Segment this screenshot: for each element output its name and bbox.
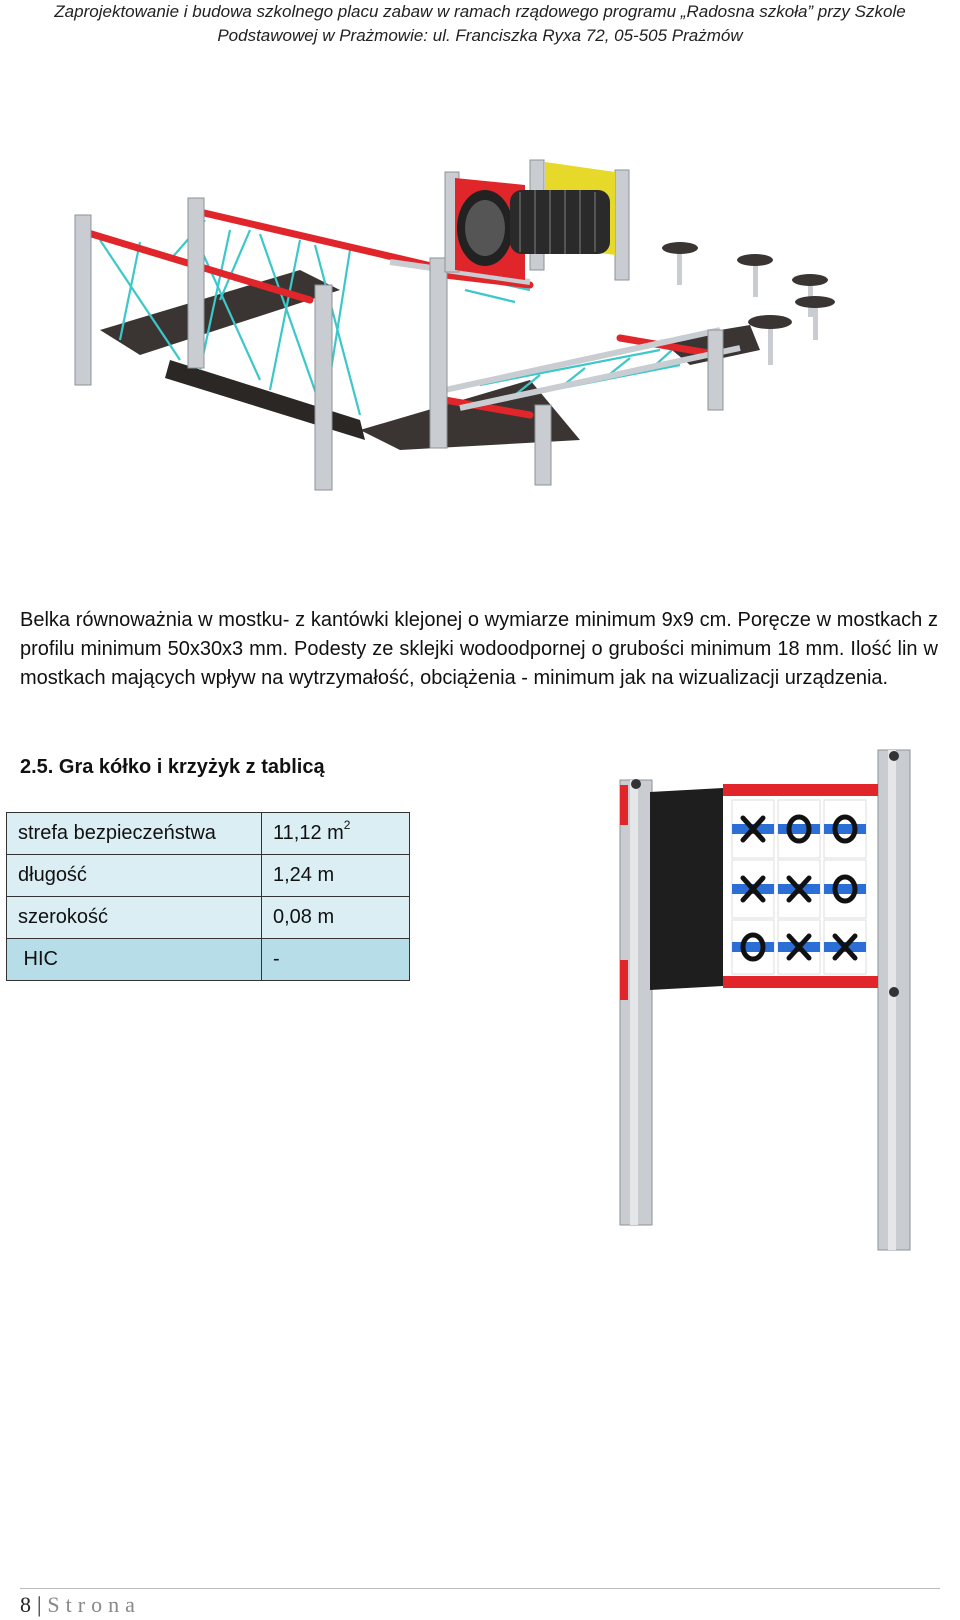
spec-value: 0,08 m bbox=[262, 897, 410, 939]
requirements-paragraph: Belka równoważnia w mostku- z kantówki klejonej o wymiarze minimum 9x9 cm. Poręcze w mostkach z profilu minimum 50x30x3 mm. Podesty ze sklejki wodoodpornej o grubości minimum 18 mm. Ilość lin w mostkach mających wpływ na wytrzymałość, obciążenia - minimum jak na wizualizacji urządzenia. bbox=[20, 609, 938, 689]
spec-value: 1,24 m bbox=[262, 855, 410, 897]
table-row bbox=[7, 855, 410, 897]
spec-value: 11,12 $m^2$ bbox=[262, 813, 410, 855]
header-line-1: Zaprojektowanie i budowa szkolnego placu zabaw w ramach rządowego programu „Radosna szkoła” przy Szkole bbox=[54, 2, 906, 21]
spec-table bbox=[6, 812, 410, 981]
tic-tac-toe-board-illustration bbox=[560, 740, 960, 1280]
spec-label: strefa bezpieczeństwa bbox=[7, 813, 262, 855]
table-row bbox=[7, 897, 410, 939]
footer-divider bbox=[20, 1588, 940, 1589]
spec-label: długość bbox=[7, 855, 262, 897]
footer-separator: | bbox=[37, 1592, 42, 1617]
page-number: 8 bbox=[20, 1592, 31, 1617]
spec-label: HIC bbox=[7, 939, 262, 981]
table-row bbox=[7, 939, 410, 981]
spec-label: szerokość bbox=[7, 897, 262, 939]
section-heading: 2.5. Gra kółko i krzyżyk z tablicą bbox=[20, 756, 325, 778]
header-line-2: Podstawowej w Prażmowie: ul. Franciszka Ryxa 72, 05-505 Prażmów bbox=[217, 26, 743, 45]
unit-superscript: 2 bbox=[343, 818, 351, 832]
table-row bbox=[7, 813, 410, 855]
page-label: Strona bbox=[47, 1592, 141, 1617]
page-footer bbox=[20, 1592, 141, 1618]
spec-value: - bbox=[262, 939, 410, 981]
playground-bridge-illustration bbox=[60, 150, 860, 510]
document-header bbox=[0, 0, 960, 48]
